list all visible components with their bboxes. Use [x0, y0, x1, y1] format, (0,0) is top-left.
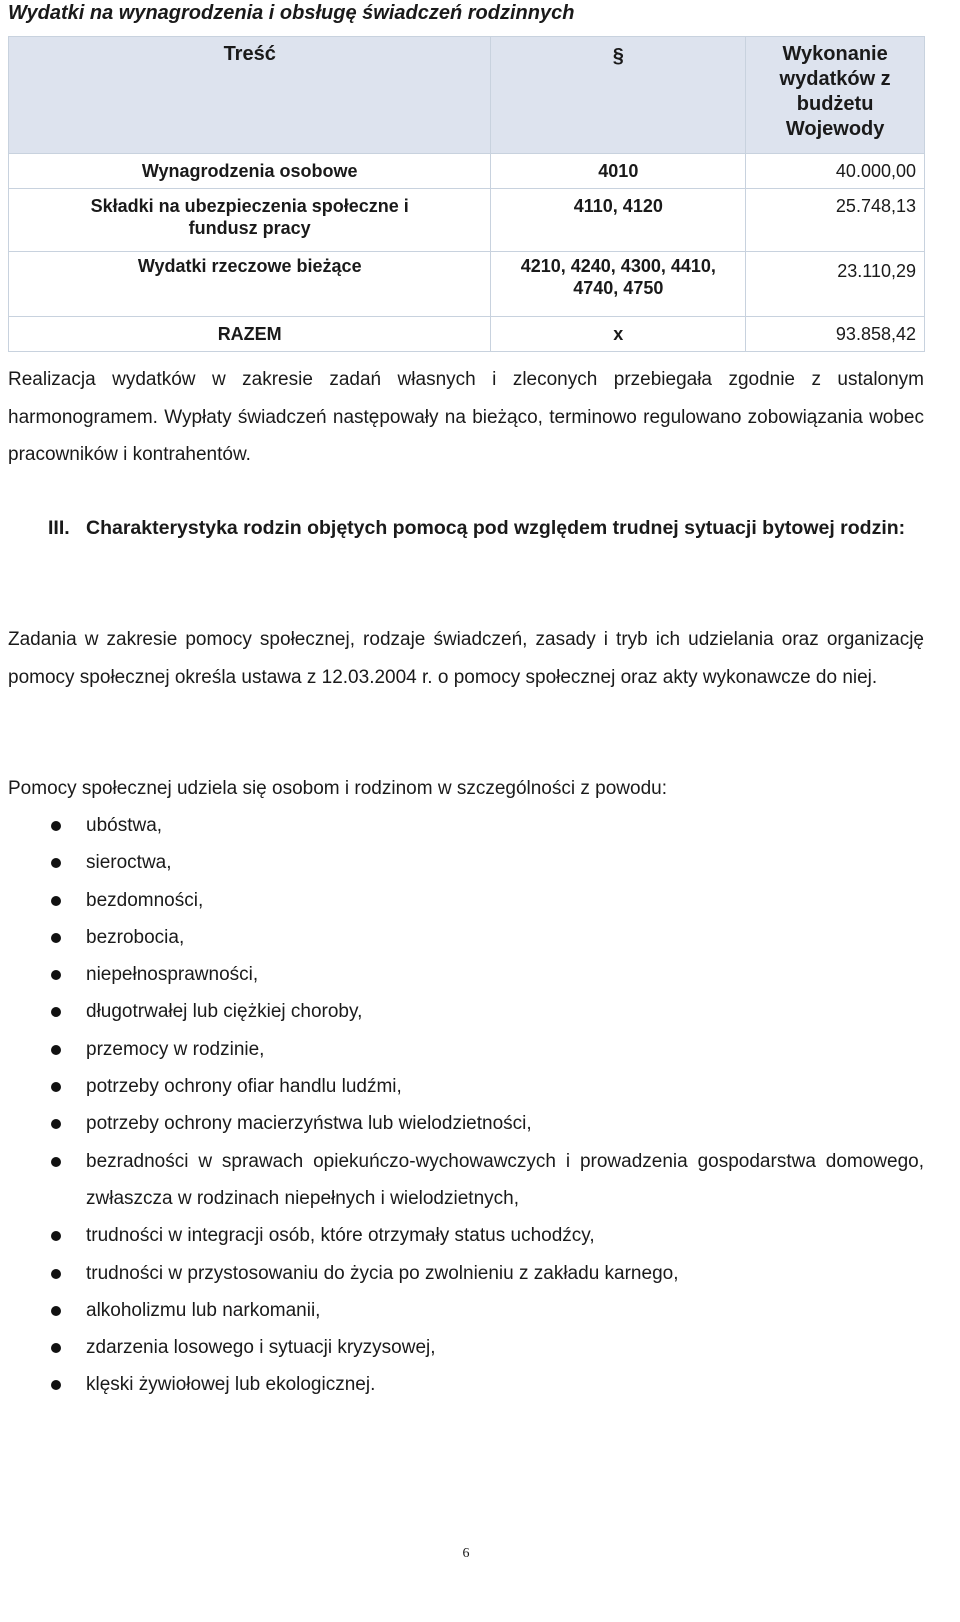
paragraph-legal-basis: Zadania w zakresie pomocy społecznej, rodzaje świadczeń, zasady i tryb ich udzielania oraz organizację pomocy społecznej określa ustawa z 12.03.2004 r. o pomocy społecznej oraz akty wykonawcze do niej. [8, 629, 924, 688]
list-item-text: sieroctwa, [86, 852, 172, 874]
header-content: Treść [9, 37, 491, 154]
row-paragraph: x [491, 317, 746, 352]
list-item-text: bezrobocia, [86, 926, 185, 948]
list-item [0, 956, 924, 993]
list-item-text: potrzeby ochrony macierzyństwa lub wielodzietności, [86, 1113, 532, 1135]
list-item-text: długotrwałej lub ciężkiej choroby, [86, 1001, 363, 1023]
list-item [0, 1292, 924, 1329]
bullet-icon [51, 858, 61, 868]
list-item [0, 882, 924, 919]
row-amount: 23.110,29 [746, 252, 925, 317]
table-row [9, 252, 925, 317]
table-row [9, 189, 925, 252]
bullet-icon [51, 896, 61, 906]
list-item-text: trudności w integracji osób, które otrzymały status uchodźcy, [86, 1225, 595, 1247]
bullet-icon [51, 1306, 61, 1316]
row-amount: 25.748,13 [746, 189, 925, 252]
list-item [0, 1217, 924, 1254]
bullet-icon [51, 1269, 61, 1279]
list-item [0, 1255, 924, 1292]
list-item [0, 919, 924, 956]
row-paragraph: 4110, 4120 [491, 189, 746, 252]
bullet-icon [51, 821, 61, 831]
list-item [0, 1068, 924, 1105]
causes-list [0, 807, 924, 1404]
list-item-text: klęski żywiołowej lub ekologicznej. [86, 1374, 376, 1396]
list-item [0, 1031, 924, 1068]
section-heading-text: Charakterystyka rodzin objętych pomocą pod względem trudnej sytuacji bytowej rodzin: [86, 517, 906, 539]
bullet-icon [51, 1082, 61, 1092]
row-name: Wydatki rzeczowe bieżące [9, 252, 491, 317]
table-row [9, 317, 925, 352]
list-item [0, 1366, 924, 1403]
list-item-text: alkoholizmu lub narkomanii, [86, 1299, 321, 1321]
bullet-icon [51, 1343, 61, 1353]
row-paragraph: 4010 [491, 154, 746, 189]
list-item [0, 1105, 924, 1142]
list-item-text: trudności w przystosowaniu do życia po zwolnieniu z zakładu karnego, [86, 1262, 679, 1284]
row-paragraph-text: 4210, 4240, 4300, 4410, 4740, 4750 [520, 256, 716, 298]
paragraph-list-intro: Pomocy społecznej udziela się osobom i rodzinom w szczególności z powodu: [8, 778, 667, 799]
list-item [0, 844, 924, 881]
list-item-text: bezdomności, [86, 889, 204, 911]
list-item-text: potrzeby ochrony ofiar handlu ludźmi, [86, 1076, 402, 1098]
list-item-text: niepełnosprawności, [86, 964, 259, 986]
list-item [0, 1143, 924, 1218]
row-amount: 93.858,42 [746, 317, 925, 352]
row-name [9, 189, 491, 252]
header-execution: Wykonanie wydatków z budżetu Wojewody [746, 37, 925, 154]
table-row [9, 154, 925, 189]
bullet-icon [51, 933, 61, 943]
row-name: Wynagrodzenia osobowe [9, 154, 491, 189]
bullet-icon [51, 1119, 61, 1129]
list-item-text: przemocy w rodzinie, [86, 1038, 265, 1060]
row-amount: 40.000,00 [746, 154, 925, 189]
row-name: RAZEM [9, 317, 491, 352]
list-item-text: ubóstwa, [86, 815, 163, 836]
paragraph-realization: Realizacja wydatków w zakresie zadań własnych i zleconych przebiegała zgodnie z ustalonym harmonogramem. Wypłaty świadczeń następowały na bieżąco, terminowo regulowano zobowiązania wobec pracowników i kontrahentów. [8, 369, 924, 465]
list-item-text: bezradności w sprawach opiekuńczo-wychowawczych i prowadzenia gospodarstwa domowego, zwłaszcza w rodzinach niepełnych i wielodzietnych, [86, 1150, 924, 1209]
row-name-text: Składki na ubezpieczenia społeczne i fundusz pracy [90, 196, 409, 238]
bullet-icon [51, 1380, 61, 1390]
list-item [0, 807, 924, 844]
list-item [0, 993, 924, 1030]
table-header-row [9, 37, 925, 154]
section-number: III. [48, 517, 70, 539]
header-paragraph: § [491, 37, 746, 154]
page-number: 6 [462, 1546, 470, 1561]
list-item-text: zdarzenia losowego i sytuacji kryzysowej, [86, 1337, 436, 1359]
bullet-icon [51, 1231, 61, 1241]
section-title: Wydatki na wynagrodzenia i obsługę świadczeń rodzinnych [8, 2, 575, 24]
bullet-icon [51, 1007, 61, 1017]
row-paragraph [491, 252, 746, 317]
bullet-icon [51, 1045, 61, 1055]
bullet-icon [51, 1157, 61, 1167]
bullet-icon [51, 970, 61, 980]
expenditure-table [8, 36, 925, 352]
list-item [0, 1329, 924, 1366]
